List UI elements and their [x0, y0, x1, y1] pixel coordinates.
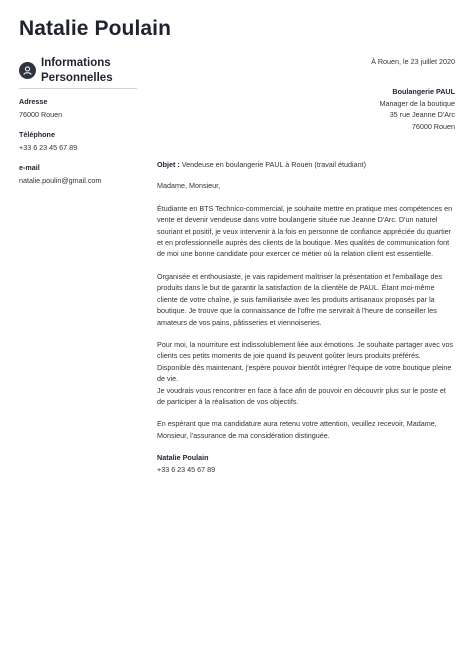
paragraph-2: Organisée et enthousiaste, je vais rapidement maîtriser la présentation et l'emballage des produits dans le but de garantir la satisfaction de la clientèle de PAUL. Étant moi-même cliente de votre chaîne, je suis familiarisée avec les produits artisanaux proposés par la boutique. Je trouve que la connaissance de l'offre me servirait à l'heure de conseiller les amateurs de vos pains, pâtisseries et viennoiseries. [157, 271, 443, 327]
section-title [41, 56, 113, 86]
section-title-line2: Personnelles [41, 72, 113, 84]
signature-name: Natalie Poulain [157, 453, 209, 463]
paragraph-3 [157, 339, 455, 407]
applicant-name: Natalie Poulain [19, 17, 172, 40]
recipient-city: 76000 Rouen [411, 121, 455, 131]
subject-text: Vendeuse en boulangerie PAUL à Rouen (travail étudiant) [179, 160, 366, 170]
recipient-company: Boulangerie PAUL [392, 87, 455, 97]
phone-label: Téléphone [19, 130, 55, 139]
section-divider [19, 88, 137, 89]
letter-body [157, 56, 455, 475]
address-label: Adresse [19, 97, 48, 106]
email-value: natalie.poulin@gmail.com [19, 176, 102, 185]
closing-paragraph: En espérant que ma candidature aura retenu votre attention, veuillez recevoir, Madame, Monsieur, l'assurance de ma considération distinguée. [157, 419, 437, 440]
recipient-role: Manager de la boutique [379, 98, 455, 108]
phone-value: +33 6 23 45 67 89 [19, 143, 78, 152]
paragraph-3-line-b: Disponible dès maintenant, j'espère pouvoir bientôt intégrer l'équipe de votre boutique pleine de vie. [157, 362, 452, 384]
signature-phone: +33 6 23 45 67 89 [157, 464, 216, 474]
recipient-block [157, 86, 455, 132]
subject-label: Objet : [157, 160, 180, 170]
letter-date: À Rouen, le 23 juillet 2020 [371, 57, 455, 66]
address-value: 76000 Rouen [19, 110, 63, 119]
paragraph-1: Étudiante en BTS Technico-commercial, je souhaite mettre en pratique mes compétences en vente et devenir vendeuse dans votre boulangerie située rue Jeanne D'Arc. D'un naturel souriant et positif, je veux intervenir à la fois en personne de confiance appréciée du quartier et en professionnelle auprès des clients de la boutique. Mes qualités de communication font de moi une bonne candidate pour exercer ce métier où la relation client est essentielle. [157, 203, 453, 259]
person-icon [19, 62, 36, 79]
paragraph-3-line-c: Je voudrais vous rencontrer en face à face afin de pouvoir en découvrir plus sur le poste et de participer à la réalisation de vos objectifs. [157, 385, 446, 406]
personal-info-sidebar [19, 56, 137, 186]
email-label: e-mail [19, 163, 40, 172]
section-title-line1: Informations [41, 57, 111, 69]
subject-line [157, 159, 455, 170]
greeting: Madame, Monsieur, [157, 181, 221, 191]
paragraph-3-line-a: Pour moi, la nourriture est indissolublement liée aux émotions. Je souhaite partager avec vos clients ces petits moments de joie quand ils peuvent goûter leurs produits préférés. [157, 339, 454, 361]
recipient-street: 35 rue Jeanne D'Arc [389, 110, 455, 120]
personal-info-heading [19, 56, 137, 86]
